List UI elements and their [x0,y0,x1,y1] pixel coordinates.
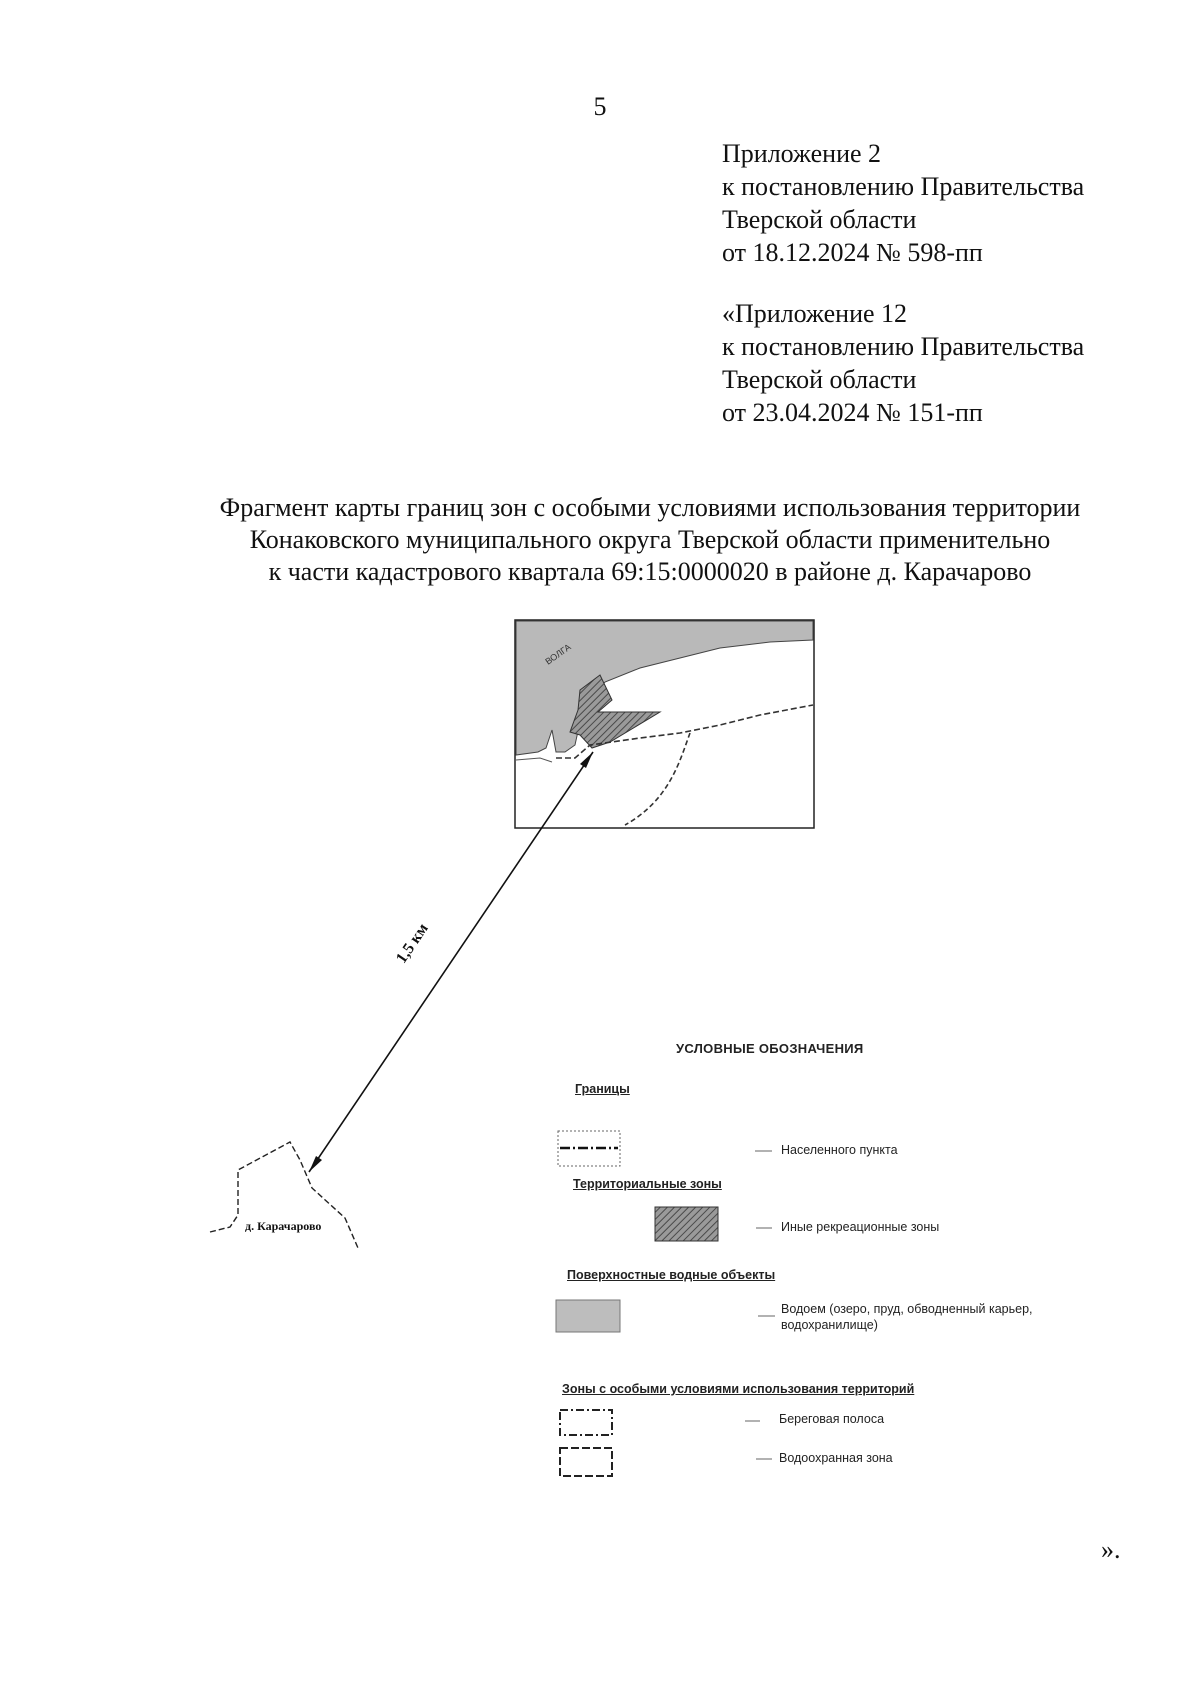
annex-12-line: к постановлению Правительства [722,332,1085,361]
legend-section-special-zones: Зоны с особыми условиями использования территорий [562,1382,915,1396]
closing-quote: ». [1101,1535,1121,1564]
recreation-zone-swatch [655,1207,718,1241]
river-label: ВОЛГА [543,641,573,667]
legend-item-recreation: Иные рекреационные зоны [781,1220,940,1234]
water-body-swatch [556,1300,620,1332]
title-line: Конаковского муниципального округа Тверской области применительно [249,525,1051,554]
legend-section-territorial-zones: Территориальные зоны [573,1177,722,1191]
inset-map [515,620,814,828]
legend-item-water-body-line2: водохранилище) [781,1318,878,1332]
legend-item-coastal-strip: Береговая полоса [779,1412,885,1426]
legend-section-borders: Границы [575,1082,630,1096]
annex-2-line: от 18.12.2024 № 598-пп [722,238,983,267]
legend-heading: УСЛОВНЫЕ ОБОЗНАЧЕНИЯ [676,1041,864,1056]
annex-2-line: к постановлению Правительства [722,172,1085,201]
distance-arrow [309,752,593,1172]
annex-12-line: «Приложение 12 [722,299,908,328]
title-line: Фрагмент карты границ зон с особыми условиями использования территории [219,493,1081,522]
coastal-strip-swatch [560,1410,612,1435]
annex-12-line: от 23.04.2024 № 151-пп [722,398,983,427]
water-protection-zone-swatch [560,1448,612,1476]
title-line: к части кадастрового квартала 69:15:0000020 в районе д. Карачарово [268,557,1032,586]
legend-item-water-body-line1: Водоем (озеро, пруд, обводненный карьер, [781,1302,1033,1316]
legend-item-settlement: Населенного пункта [781,1143,898,1157]
page-number: 5 [593,92,607,121]
annex-2-line: Тверской области [722,205,917,234]
settlement-label: д. Карачарово [245,1219,322,1233]
legend-section-water-objects: Поверхностные водные объекты [567,1268,776,1282]
annex-2-line: Приложение 2 [722,139,882,168]
distance-label: 1,5 км [393,920,432,967]
legend-item-water-protection-zone: Водоохранная зона [779,1451,893,1465]
annex-12-line: Тверской области [722,365,917,394]
